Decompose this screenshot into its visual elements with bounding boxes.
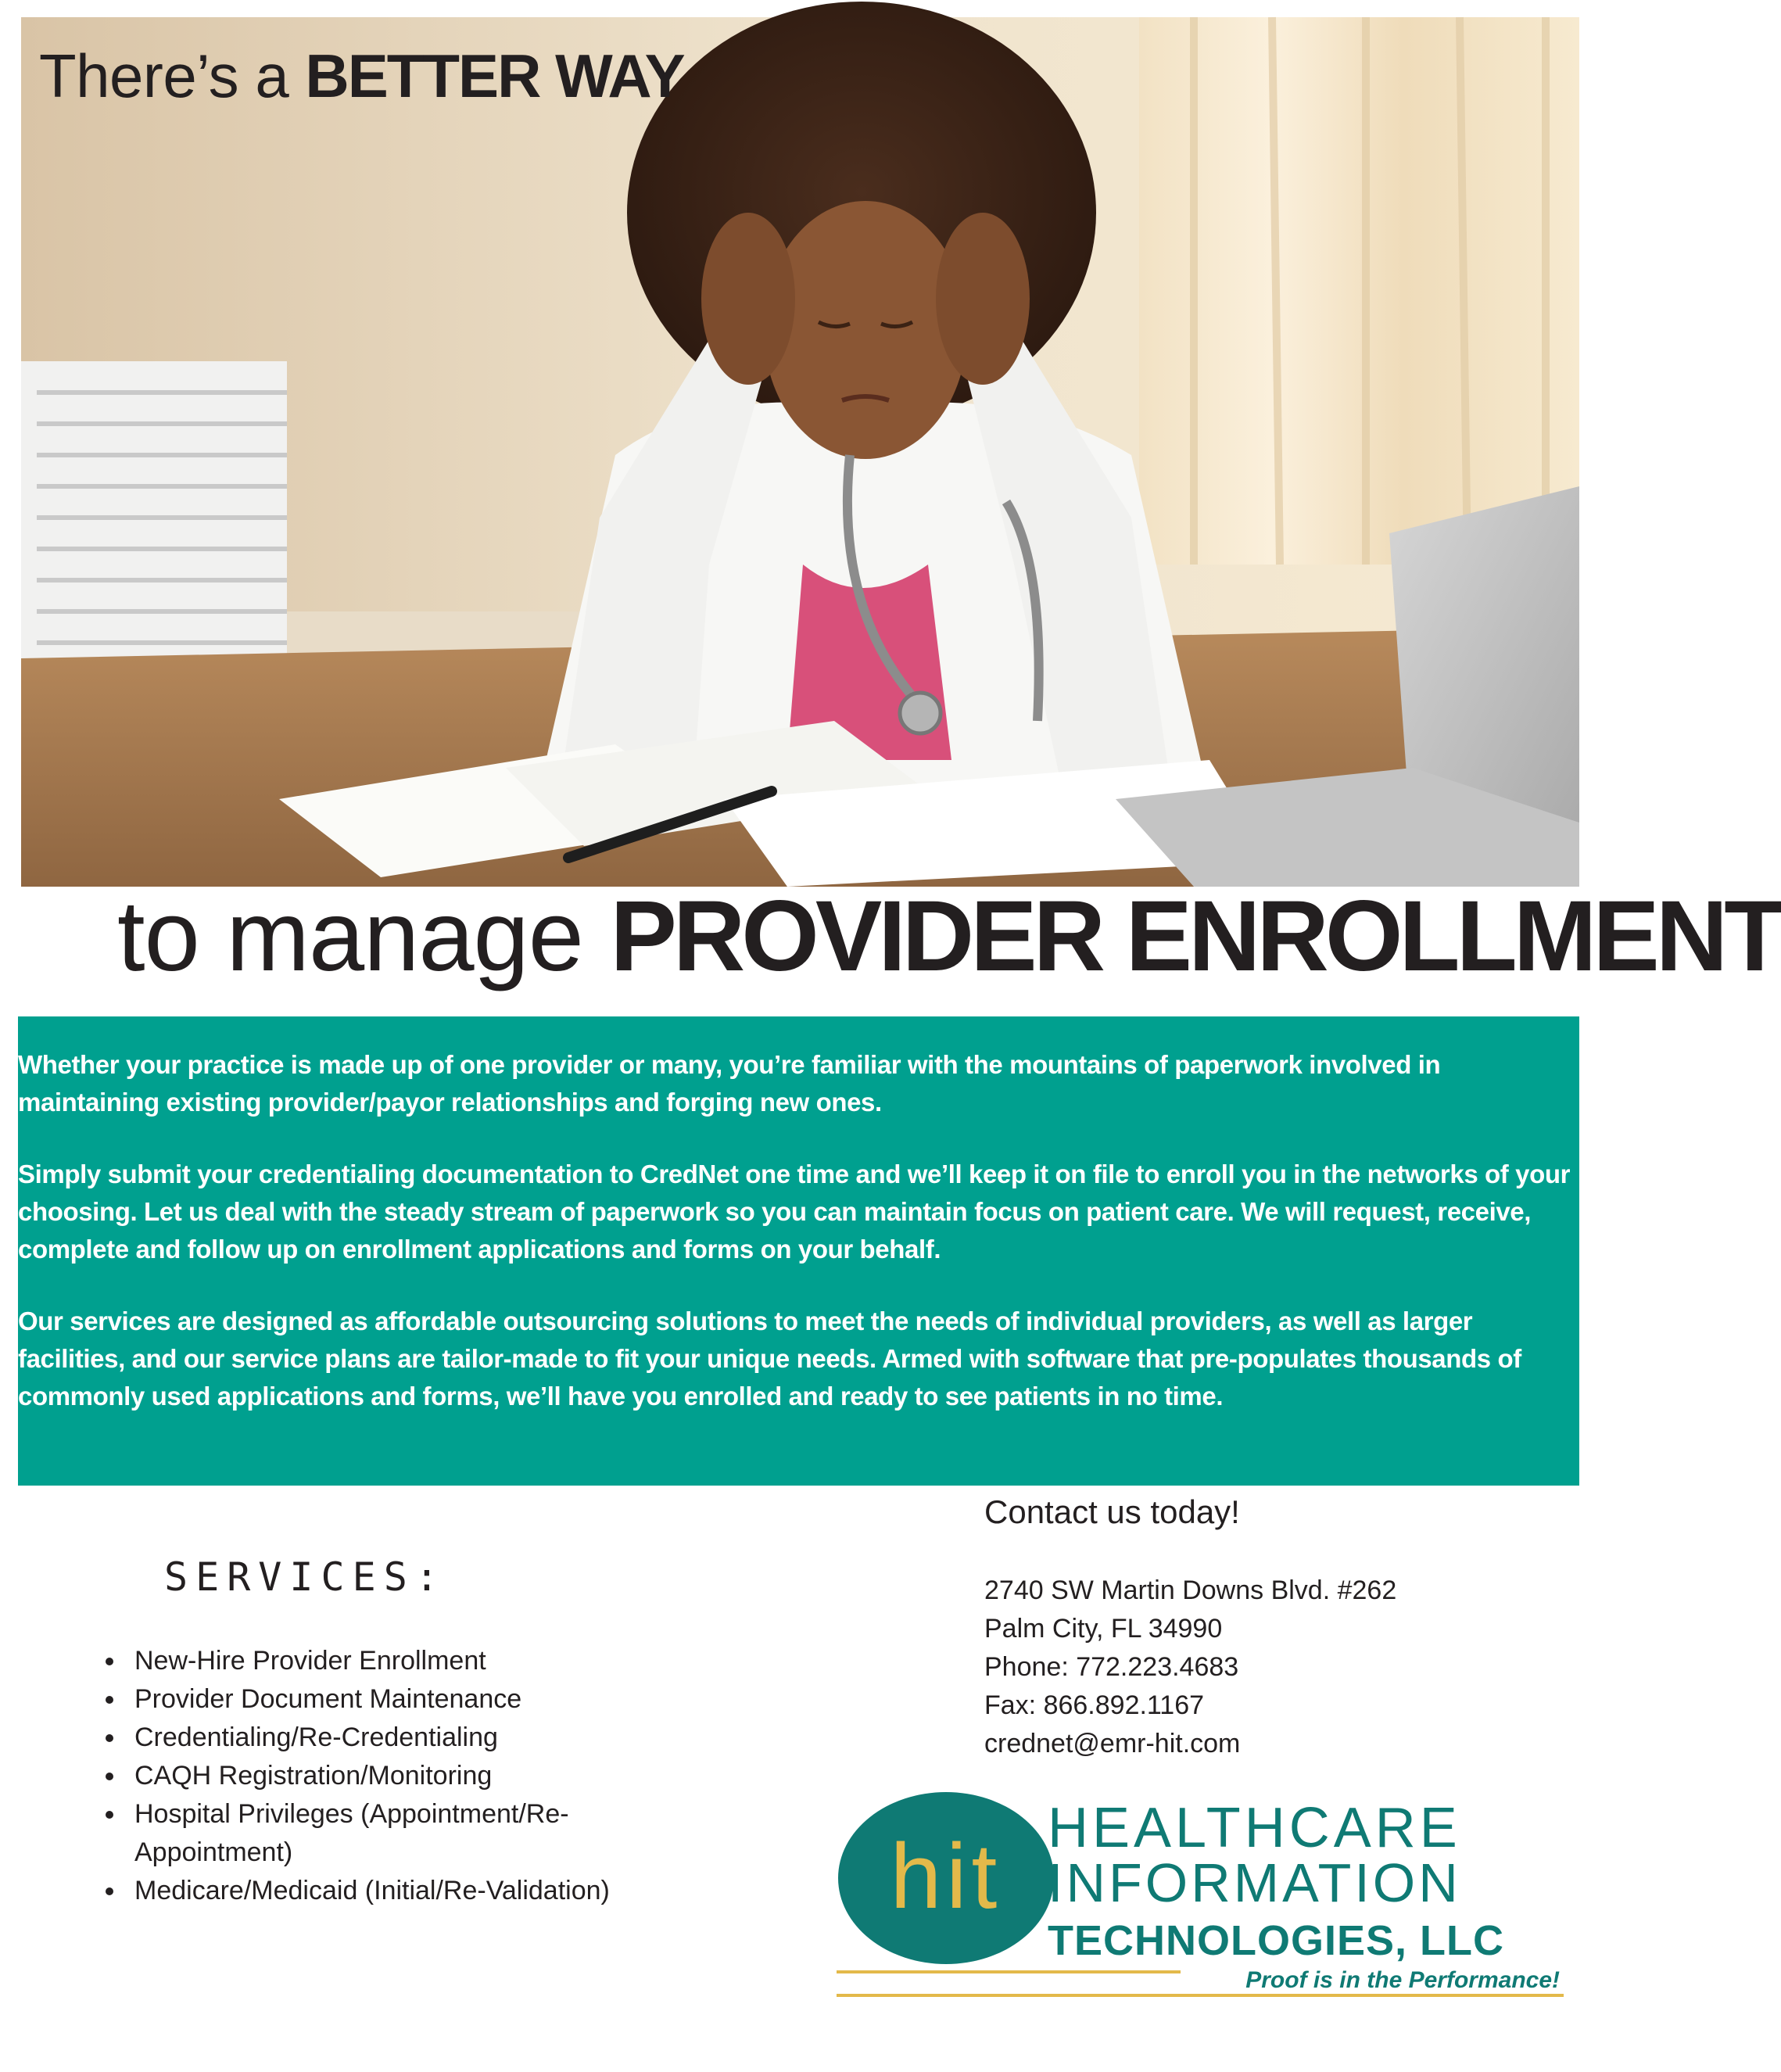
service-item: • CAQH Registration/Monitoring — [127, 1757, 721, 1795]
email-link[interactable]: crednet@emr-hit.com — [984, 1729, 1241, 1758]
logo-graphic — [837, 1791, 1571, 2002]
service-item: • Medicare/Medicaid (Initial/Re-Validation) — [127, 1872, 721, 1910]
intro-panel — [18, 1016, 1579, 1486]
headline-top — [39, 41, 684, 112]
services-title: SERVICES: — [164, 1554, 446, 1600]
service-item: • New-Hire Provider Enrollment — [127, 1642, 721, 1680]
headline-top-bold: BETTER WAY — [305, 41, 684, 110]
service-item: • Hospital Privileges (Appointment/Re-Appointment) — [127, 1795, 721, 1872]
contact-block — [984, 1572, 1396, 1763]
logo-line-1: HEALTHCARE — [1048, 1797, 1461, 1859]
logo-tagline: Proof is in the Performance! — [1245, 1967, 1560, 1993]
phone-number: Phone: 772.223.4683 — [984, 1652, 1239, 1682]
headline-bottom-bold: PROVIDER ENROLLMENT — [610, 880, 1781, 992]
headline-bottom-regular: to manage — [117, 880, 583, 992]
address-line-1: 2740 SW Martin Downs Blvd. #262 — [984, 1576, 1397, 1605]
intro-paragraph-2: Simply submit your credentialing documentation to CredNet one time and we’ll keep it on file to enroll you in the networks of your choosing. Let us deal with the steady stream of paperwork so you can maintain focus on patient care. We will request, receive, complete and follow up on enrollment applications and forms on your behalf. — [18, 1160, 1571, 1264]
company-logo — [837, 1791, 1571, 2002]
hero-photo — [21, 17, 1579, 887]
service-item: • Provider Document Maintenance — [127, 1680, 721, 1719]
stressed-doctor-illustration — [21, 17, 1579, 887]
headline-bottom — [117, 880, 1781, 992]
contact-heading: Contact us today! — [984, 1493, 1240, 1530]
address-line-2: Palm City, FL 34990 — [984, 1614, 1223, 1644]
logo-line-2: INFORMATION — [1048, 1852, 1461, 1913]
services-list — [78, 1642, 721, 1910]
intro-paragraph-1: Whether your practice is made up of one provider or many, you’re familiar with the mountains of paperwork involved in maintaining existing provider/payor relationships and forging new ones. — [18, 1050, 1441, 1117]
service-item: • Credentialing/Re-Credentialing — [127, 1719, 721, 1757]
logo-mark-text: hit — [890, 1825, 1002, 1928]
intro-paragraph-3: Our services are designed as affordable outsourcing solutions to meet the needs of individual providers, as well as larger facilities, and our service plans are tailor-made to fit your unique needs. Armed with software that pre-populates thousands of commonly used applications and forms, we’ll have you enrolled and ready to see patients in no time. — [18, 1307, 1521, 1411]
logo-line-3: TECHNOLOGIES, LLC — [1048, 1917, 1504, 1964]
fax-number: Fax: 866.892.1167 — [984, 1690, 1205, 1720]
headline-top-regular: There’s a — [39, 41, 289, 110]
